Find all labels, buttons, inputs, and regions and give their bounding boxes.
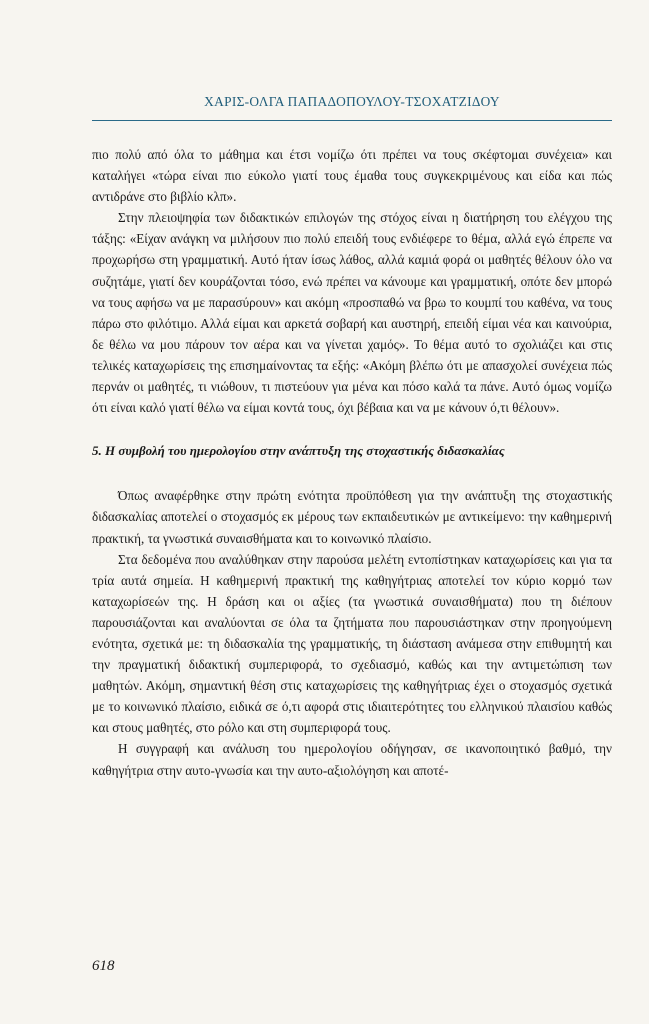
paragraph-continued: πιο πολύ από όλα το μάθημα και έτσι νομίζω ότι πρέπει να τους σκέφτομαι συνέχεια» και καταλήγει «τώρα είναι πιο εύκολο γιατί τους έμαθα τους συγκεκριμένους και είδα και πώς αντιδράνε στο βιβλίο κλπ». (92, 147, 612, 205)
page-number: 618 (92, 958, 115, 974)
paragraph: Όπως αναφέρθηκε στην πρώτη ενότητα προϋπόθεση για την ανάπτυξη της στοχαστικής διδασκαλίας αποτελεί ο στοχασμός εκ μέρους των εκπαιδευτικών με αντικείμενο: την καθημερινή πρακτική, τα γνωστικά συναισθήματα και το κοινωνικό πλαίσιο. (92, 488, 612, 546)
paragraph: Στην πλειοψηφία των διδακτικών επιλογών της στόχος είναι η διατήρηση του ελέγχου της τάξης: «Είχαν ανάγκη να μιλήσουν πιο πολύ επειδή τους ενδιέφερε το θέμα, αλλά εγώ έπρεπε να προχωρήσω στη γραμματική. Αυτό ήταν ίσως λάθος, αλλά καμιά φορά οι μαθητές θέλουν όλο να συζητάμε, γιατί δεν κουράζονται τόσο, ενώ πρέπει να κάνουμε και γραμματική, οπότε δεν μπορώ να τους αφήσω να με παρασύρουν» και ακόμη «προσπαθώ να βρω το κουμπί του καθένα, να τους πάρω στο φιλότιμο. Αλλά είμαι και αρκετά σοβαρή και αυστηρή, επειδή είμαι νέα και καινούρια, δε θέλω να μου πάρουν τον αέρα και να γίνεται χαμός». Το θέμα αυτό το σχολιάζει και στις τελικές καταχωρίσεις της επισημαίνοντας τα εξής: «Ακόμη βλέπω ότι με απασχολεί συνέχεια πώς περνάν οι μαθητές, τι νιώθουν, τι πιστεύουν για μένα και πόσο καλά τα πάνε. Αυτό όμως νομίζω ότι είναι καλό γιατί θέλω να είμαι κοντά τους, όχι βέβαια και να με κάνουν ό,τι θέλουν». (92, 210, 612, 416)
header-rule (92, 120, 612, 121)
paragraph: Στα δεδομένα που αναλύθηκαν στην παρούσα μελέτη εντοπίστηκαν καταχωρίσεις και για τα τρία αυτά σημεία. Η καθημερινή πρακτική της καθηγήτριας αποτελεί τον κύριο κορμό των καταχωρίσεών της. Η δράση και οι αξίες (τα γνωστικά συναισθήματα) που τη διέπουν παρουσιάζονται και αναλύονται σε όλα τα ζητήματα που παρουσιάστηκαν στην προηγούμενη ενότητα, σχετικά με: τη διδασκαλία της γραμματικής, τη διάσταση ανάμεσα στην επιθυμητή και την πραγματική διδακτική συμπεριφορά, το σχεδιασμό, καθώς και την αντιμετώπιση των μαθητών. Ακόμη, σημαντική θέση στις καταχωρίσεις της καθηγήτριας έχει ο στοχασμός σχετικά με το κοινωνικό πλαίσιο, ειδικά σε ό,τι αφορά στις ιδιαιτερότητες του ελληνικού πλαισίου καθώς και στους μαθητές, στο ρόλο και στη συμπεριφορά τους. (92, 551, 612, 736)
section-heading: 5. Η συμβολή του ημερολογίου στην ανάπτυξη της στοχαστικής διδασκαλίας (92, 443, 505, 459)
page-body (92, 144, 612, 781)
running-header: ΧΑΡΙΣ-ΟΛΓΑ ΠΑΠΑΔΟΠΟΥΛΟΥ-ΤΣΟΧΑΤΖΙΔΟΥ (204, 94, 500, 109)
paragraph: Η συγγραφή και ανάλυση του ημερολογίου οδήγησαν, σε ικανοποιητικό βαθμό, την καθηγήτρια στην αυτο-γνωσία και την αυτο-αξιολόγηση και αποτέ- (92, 741, 612, 778)
